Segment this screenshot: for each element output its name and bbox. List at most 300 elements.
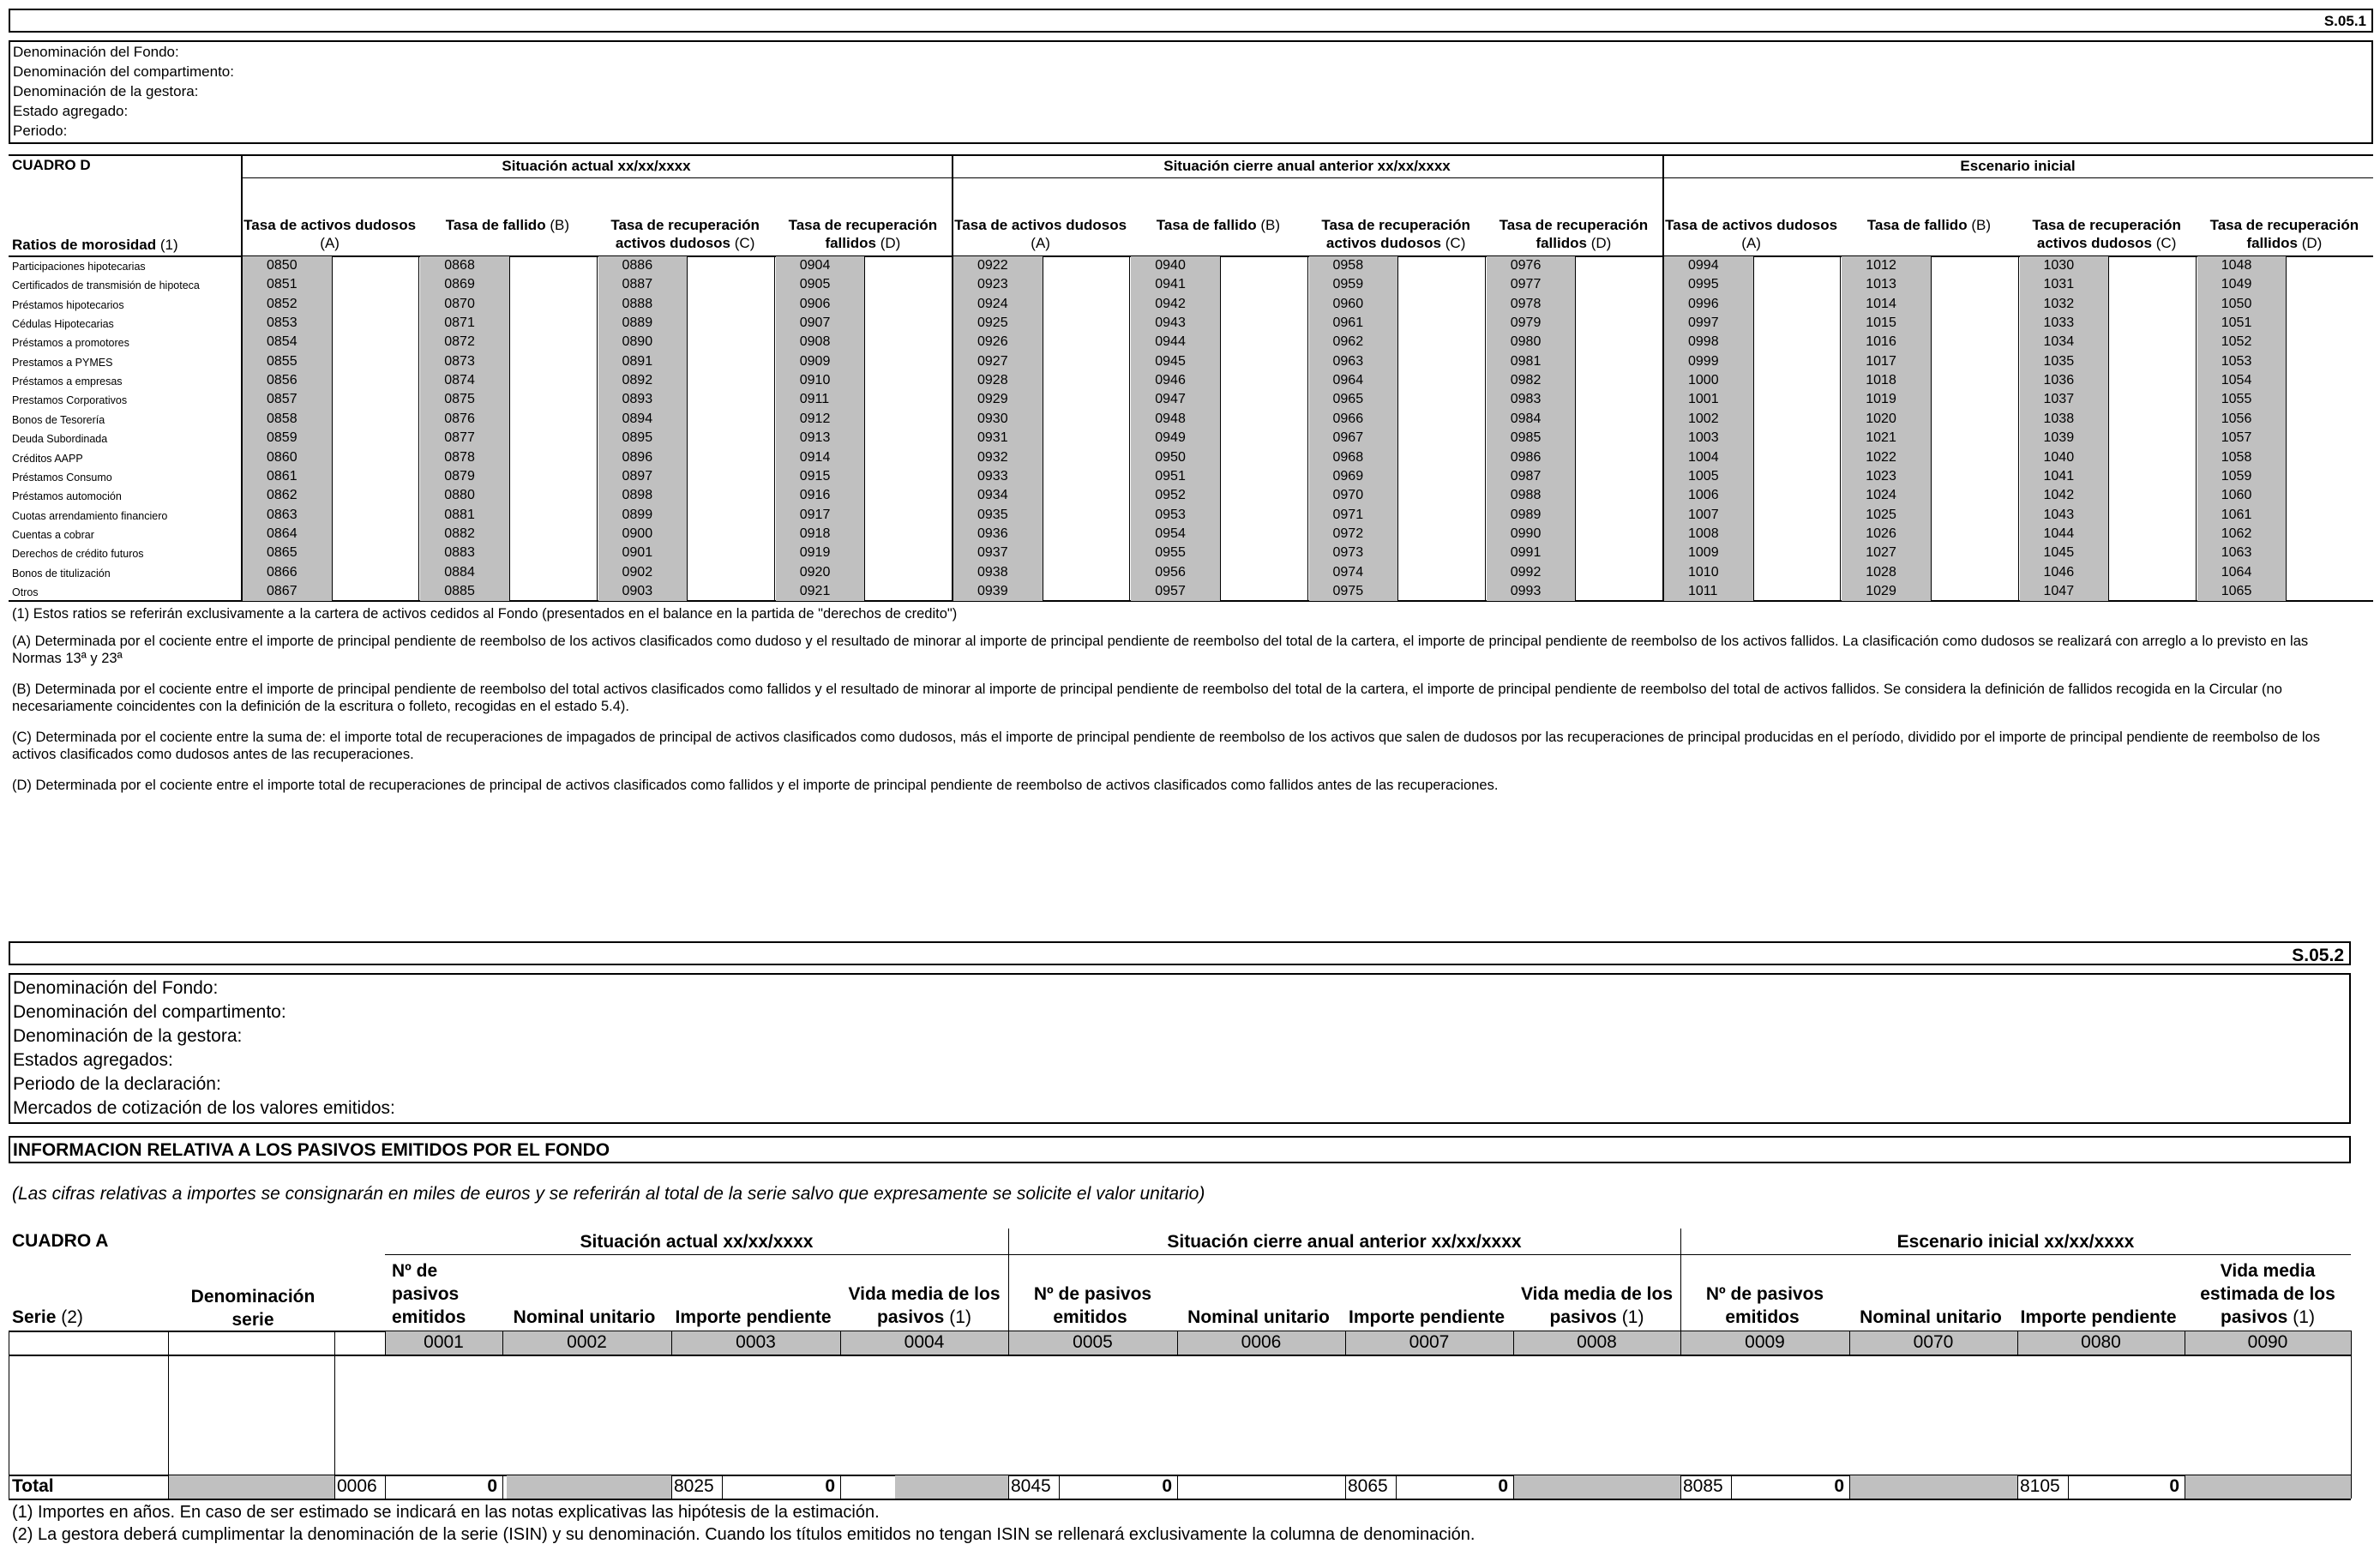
ratio-code: 0936 xyxy=(977,526,1008,541)
ratio-code: 1039 xyxy=(2043,430,2075,446)
total-code: 0006 xyxy=(337,1476,377,1496)
ratio-code: 0985 xyxy=(1510,430,1542,446)
ratio-row-label: Bonos de Tesorería xyxy=(12,413,105,426)
grid-line xyxy=(334,1475,335,1499)
column-header-text: Nº de pasivos emitidos xyxy=(392,1261,466,1327)
column-header-note: (C) xyxy=(2155,235,2177,251)
ratio-code: 1019 xyxy=(1866,392,1896,407)
ratio-code: 0898 xyxy=(622,488,653,503)
liability-code: 0001 xyxy=(424,1332,464,1352)
ratio-code: 0984 xyxy=(1510,411,1542,426)
s051-fund-name-label: Denominación del Fondo: xyxy=(13,44,179,60)
ratio-code: 1010 xyxy=(1688,564,1719,580)
column-header-text: Tasa de fallido xyxy=(1866,217,1968,233)
ratio-row-label: Préstamos hipotecarios xyxy=(12,298,124,311)
column-header-text: Tasa de recuperación fallidos xyxy=(1499,217,1649,251)
ratio-code: 0869 xyxy=(444,277,475,292)
denominacion-header: Denominación serie xyxy=(190,1287,316,1330)
header-text-wrap xyxy=(514,1306,661,1329)
cuadro-a-group-inicial: Escenario inicial xx/xx/xxxx xyxy=(1896,1232,2135,1252)
cuadro-a-group-actual: Situación actual xx/xx/xxxx xyxy=(580,1232,814,1252)
ratio-code: 1047 xyxy=(2043,583,2075,598)
ratio-code: 1038 xyxy=(2043,411,2075,426)
ratio-code: 1037 xyxy=(2043,392,2075,407)
ratio-code: 0922 xyxy=(977,258,1008,273)
ratio-code: 0888 xyxy=(622,296,653,311)
ratio-code: 0933 xyxy=(977,468,1008,484)
grid-line xyxy=(9,1499,2351,1500)
grid-line xyxy=(1345,1475,1346,1499)
ratio-code: 1058 xyxy=(2221,449,2252,465)
liability-code: 0004 xyxy=(904,1332,945,1352)
ratio-code: 0859 xyxy=(267,430,298,446)
ratio-code: 0969 xyxy=(1332,468,1364,484)
ratio-code: 0930 xyxy=(977,411,1008,426)
ratio-code: 0905 xyxy=(799,277,831,292)
ratio-code: 0901 xyxy=(622,545,653,561)
serie-header-note: (2) xyxy=(61,1307,83,1327)
ratio-code: 1003 xyxy=(1688,430,1719,446)
ratio-code: 1044 xyxy=(2043,526,2075,541)
ratio-code: 0891 xyxy=(622,353,653,369)
column-header-text: Tasa de activos dudosos xyxy=(954,217,1127,233)
ratio-code: 0908 xyxy=(799,334,831,350)
ratio-code: 1033 xyxy=(2043,315,2075,331)
ratio-code: 0953 xyxy=(1155,507,1186,522)
total-value: 0 xyxy=(2169,1476,2179,1496)
row-header-text: Ratios de morosidad xyxy=(12,237,157,253)
ratio-code: 0860 xyxy=(267,449,298,465)
ratio-code: 0874 xyxy=(444,373,475,388)
ratio-code: 0852 xyxy=(267,296,298,311)
ratio-code: 0967 xyxy=(1332,430,1364,446)
ratio-code: 1006 xyxy=(1688,488,1719,503)
liability-code: 0007 xyxy=(1409,1332,1450,1352)
grid-line xyxy=(168,1331,169,1499)
column-header-text: Vida media estimada de los pasivos xyxy=(2200,1261,2335,1327)
liability-column-header xyxy=(1345,1260,1513,1329)
total-code: 8045 xyxy=(1011,1476,1051,1496)
column-header-note: (D) xyxy=(1590,235,1612,251)
ratio-code: 1059 xyxy=(2221,468,2252,484)
ratio-code: 0982 xyxy=(1510,373,1542,388)
total-value: 0 xyxy=(1498,1476,1508,1496)
ratio-code: 0948 xyxy=(1155,411,1186,426)
column-header-text: Tasa de recuperación activos dudosos xyxy=(1321,217,1470,251)
ratio-code: 0878 xyxy=(444,449,475,465)
liability-column-header xyxy=(2017,1260,2185,1329)
column-header-note: (C) xyxy=(1445,235,1466,251)
column-header-text: Tasa de fallido xyxy=(1156,217,1257,233)
ratio-code: 0897 xyxy=(622,468,653,484)
column-header-note: (B) xyxy=(550,217,569,233)
header-text-wrap xyxy=(1860,1306,2007,1329)
ratio-code: 1034 xyxy=(2043,334,2075,350)
ratio-code: 0895 xyxy=(622,430,653,446)
ratio-code: 0858 xyxy=(267,411,298,426)
ratio-code: 0947 xyxy=(1155,392,1186,407)
ratio-code: 1011 xyxy=(1688,583,1718,598)
ratio-code: 0991 xyxy=(1510,545,1542,561)
ratio-code: 1031 xyxy=(2043,277,2075,292)
ratio-code: 1065 xyxy=(2221,583,2252,598)
ratio-code: 0855 xyxy=(267,353,298,369)
serie-header-text: Serie xyxy=(12,1307,57,1327)
ratio-code: 0854 xyxy=(267,334,298,350)
ratio-code: 1040 xyxy=(2043,449,2075,465)
header-text-wrap xyxy=(1513,1283,1680,1329)
column-header-note: (A) xyxy=(320,235,340,251)
ratio-code: 1017 xyxy=(1866,353,1896,369)
s052-code: S.05.2 xyxy=(2292,946,2344,965)
ratio-code: 0907 xyxy=(799,315,831,331)
liability-code: 0005 xyxy=(1073,1332,1113,1352)
grid-line xyxy=(2017,1475,2018,1499)
ratio-code: 0981 xyxy=(1510,353,1542,369)
column-header-text: Tasa de recuperación activos dudosos xyxy=(610,217,760,251)
s051-aggregate-label: Estado agregado: xyxy=(13,103,129,119)
total-value: 0 xyxy=(1834,1476,1844,1496)
grid-line xyxy=(385,1331,386,1355)
grid-line xyxy=(2017,1331,2018,1355)
ratio-code: 0904 xyxy=(799,258,831,273)
ratio-code: 1018 xyxy=(1866,373,1896,388)
grid-line xyxy=(671,1331,672,1355)
ratio-code: 0861 xyxy=(267,468,298,484)
liability-column-header xyxy=(1177,1260,1345,1329)
ratio-code: 1060 xyxy=(2221,488,2252,503)
column-header-text: Nominal unitario xyxy=(1860,1307,2002,1327)
ratio-code: 0999 xyxy=(1688,353,1719,369)
ratio-code: 1001 xyxy=(1688,392,1719,407)
ratio-code: 1051 xyxy=(2221,315,2252,331)
ratio-code: 1049 xyxy=(2221,277,2252,292)
ratio-code: 1036 xyxy=(2043,373,2075,388)
ratio-code: 0950 xyxy=(1155,449,1186,465)
ratio-code: 0938 xyxy=(977,564,1008,580)
ratio-code: 0885 xyxy=(444,583,475,598)
ratio-code: 1013 xyxy=(1866,277,1896,292)
ratio-code: 1000 xyxy=(1688,373,1719,388)
ratio-code: 0973 xyxy=(1332,545,1364,561)
ratio-code: 0876 xyxy=(444,411,475,426)
ratio-code: 0945 xyxy=(1155,353,1186,369)
ratio-code: 0900 xyxy=(622,526,653,541)
column-header-text: Tasa de fallido xyxy=(445,217,546,233)
ratio-code: 0952 xyxy=(1155,488,1186,503)
liability-column-header xyxy=(385,1260,509,1329)
ratio-code: 0986 xyxy=(1510,449,1542,465)
header-text-wrap xyxy=(840,1283,1008,1329)
liability-column-header xyxy=(1680,1260,1849,1329)
column-header-text: Nominal unitario xyxy=(1187,1307,1330,1327)
total-code: 8085 xyxy=(1683,1476,1723,1496)
ratio-code: 1045 xyxy=(2043,545,2075,561)
ratio-row-label: Deuda Subordinada xyxy=(12,433,108,446)
ratio-code: 0923 xyxy=(977,277,1008,292)
ratio-code: 0865 xyxy=(267,545,298,561)
ratio-row-label: Créditos AAPP xyxy=(12,452,83,465)
ratio-code: 0910 xyxy=(799,373,831,388)
liability-column-header xyxy=(1008,1260,1177,1329)
cuadro-d-note-b: (B) Determinada por el cociente entre el importe de principal pendiente de reembolso del total activos clasificados como fallidos y el resultado de minorar al importe de principal pendiente de reembolso del total de la cartera, el importe de principal pendiente de reembolso del total de activos fallidos. Se considera la definición de fallidos recogida en la Circular (no necesariamente coincidentes con la definición de la escritura o folleto, recogidas en el estado 5.4). xyxy=(12,682,2282,714)
ratio-code: 0974 xyxy=(1332,564,1364,580)
column-header-text: Importe pendiente xyxy=(2020,1307,2177,1327)
s052-aggregate-label: Estados agregados: xyxy=(13,1050,173,1070)
ratio-code: 0915 xyxy=(799,468,831,484)
ratio-code: 1021 xyxy=(1866,430,1896,446)
cuadro-d-group-inicial: Escenario inicial xyxy=(1960,158,2076,174)
s052-subtitle: (Las cifras relativas a importes se consignarán en miles de euros y se referirán al total de la serie salvo que expresamente se solicite el valor unitario) xyxy=(12,1184,1205,1204)
ratio-code: 1041 xyxy=(2043,468,2075,484)
ratio-code: 0968 xyxy=(1332,449,1364,465)
s051-manager-label: Denominación de la gestora: xyxy=(13,83,199,99)
grid-line xyxy=(1849,1331,1850,1355)
ratio-code: 0994 xyxy=(1688,258,1719,273)
ratio-code: 0889 xyxy=(622,315,653,331)
ratio-code: 0944 xyxy=(1155,334,1186,350)
cuadro-a-title: CUADRO A xyxy=(12,1231,109,1251)
ratio-row-label: Participaciones hipotecarias xyxy=(12,261,146,273)
ratio-row-label: Préstamos automoción xyxy=(12,490,122,503)
ratio-code: 0928 xyxy=(977,373,1008,388)
ratio-code: 1029 xyxy=(1866,583,1896,598)
grid-line xyxy=(1008,1331,1009,1355)
header-text-wrap xyxy=(2185,1259,2351,1329)
cuadro-d-group-actual: Situación actual xx/xx/xxxx xyxy=(502,158,691,174)
ratio-code: 0989 xyxy=(1510,507,1542,522)
ratio-code: 0943 xyxy=(1155,315,1186,331)
liability-code: 0008 xyxy=(1577,1332,1617,1352)
ratio-code: 1062 xyxy=(2221,526,2252,541)
grid-line xyxy=(2351,1331,2352,1499)
ratio-code: 1064 xyxy=(2221,564,2252,580)
ratio-code: 0881 xyxy=(444,507,475,522)
ratio-code: 0912 xyxy=(799,411,831,426)
header-text-wrap xyxy=(675,1306,836,1329)
ratio-code: 0998 xyxy=(1688,334,1719,350)
ratio-code: 0892 xyxy=(622,373,653,388)
ratio-code: 0965 xyxy=(1332,392,1364,407)
column-header-text: Vida media de los pasivos xyxy=(848,1284,1001,1327)
ratio-code: 1042 xyxy=(2043,488,2075,503)
total-gray-cell xyxy=(169,1475,334,1499)
ratio-code: 0931 xyxy=(977,430,1008,446)
serie-header xyxy=(12,1307,83,1328)
ratio-code: 0916 xyxy=(799,488,831,503)
ratio-code: 0935 xyxy=(977,507,1008,522)
cuadro-d-note-c: (C) Determinada por el cociente entre la suma de: el importe total de recuperaciones de impagados de principal de activos clasificados como dudosos, más el importe de principal pendiente de reembolso de los activos que salen de dudosos por las recuperaciones de principal producidas en el período, dividido por el importe de principal pendiente de reembolso de los activos clasificados como dudosos antes de las recuperaciones. xyxy=(12,730,2320,762)
liability-column-header xyxy=(2185,1260,2351,1329)
ratio-code: 1043 xyxy=(2043,507,2075,522)
ratio-code: 0961 xyxy=(1332,315,1364,331)
grid-line xyxy=(1177,1475,1178,1499)
column-header-text: Nº de pasivos emitidos xyxy=(1705,1284,1824,1327)
ratio-code: 0977 xyxy=(1510,277,1542,292)
ratio-code: 0890 xyxy=(622,334,653,350)
ratio-code: 0942 xyxy=(1155,296,1186,311)
cuadro-d-title: CUADRO D xyxy=(12,157,91,173)
ratio-code: 1007 xyxy=(1688,507,1719,522)
ratio-code: 0987 xyxy=(1510,468,1542,484)
total-label: Total xyxy=(12,1476,54,1496)
ratio-code: 0966 xyxy=(1332,411,1364,426)
ratio-code: 0851 xyxy=(267,277,298,292)
liability-column-header xyxy=(1849,1260,2017,1329)
grid-line xyxy=(1345,1331,1346,1355)
ratio-code: 0949 xyxy=(1155,430,1186,446)
total-gray-cell xyxy=(507,1475,671,1499)
ratio-code: 0988 xyxy=(1510,488,1542,503)
s051-period-label: Periodo: xyxy=(13,123,68,139)
total-gray-cell xyxy=(1513,1475,1680,1499)
ratio-code: 0959 xyxy=(1332,277,1364,292)
ratio-code: 0906 xyxy=(799,296,831,311)
total-gray-cell xyxy=(2185,1475,2351,1499)
ratio-code: 1061 xyxy=(2221,507,2252,522)
liability-column-header xyxy=(502,1260,671,1329)
ratio-code: 1008 xyxy=(1688,526,1719,541)
ratio-code: 0957 xyxy=(1155,583,1186,598)
column-header-note: (1) xyxy=(2293,1307,2315,1327)
ratio-code: 0902 xyxy=(622,564,653,580)
ratio-row-label: Cuentas a cobrar xyxy=(12,528,94,541)
ratio-code: 0872 xyxy=(444,334,475,350)
ratio-code: 1046 xyxy=(2043,564,2075,580)
s052-fund-name-label: Denominación del Fondo: xyxy=(13,978,219,998)
ratio-code: 0879 xyxy=(444,468,475,484)
grid-line xyxy=(502,1331,503,1355)
ratio-code: 0917 xyxy=(799,507,831,522)
total-value: 0 xyxy=(1162,1476,1172,1496)
s052-period-label: Periodo de la declaración: xyxy=(13,1074,221,1094)
liability-column-header xyxy=(840,1260,1008,1329)
liability-code: 0009 xyxy=(1745,1332,1785,1352)
ratio-code: 1026 xyxy=(1866,526,1896,541)
ratio-code: 0997 xyxy=(1688,315,1719,331)
ratio-code: 0911 xyxy=(799,392,830,407)
ratio-code: 0996 xyxy=(1688,296,1719,311)
header-text-wrap xyxy=(1187,1306,1335,1329)
grid-line xyxy=(334,1331,335,1499)
ratio-code: 0863 xyxy=(267,507,298,522)
column-header-note: (1) xyxy=(949,1307,971,1327)
grid-line xyxy=(840,1331,841,1355)
ratio-code: 0909 xyxy=(799,353,831,369)
ratio-code: 0867 xyxy=(267,583,298,598)
ratio-code: 0853 xyxy=(267,315,298,331)
total-value: 0 xyxy=(487,1476,497,1496)
ratio-code: 0979 xyxy=(1510,315,1542,331)
ratio-code: 0920 xyxy=(799,564,831,580)
ratio-code: 0868 xyxy=(444,258,475,273)
ratio-code: 0963 xyxy=(1332,353,1364,369)
s052-markets-label: Mercados de cotización de los valores emitidos: xyxy=(13,1098,395,1118)
ratio-code: 0864 xyxy=(267,526,298,541)
ratio-code: 0970 xyxy=(1332,488,1364,503)
column-header-note: (A) xyxy=(1741,235,1761,251)
ratio-code: 1012 xyxy=(1866,258,1896,273)
liability-code: 0080 xyxy=(2081,1332,2121,1352)
ratio-code: 0946 xyxy=(1155,373,1186,388)
ratio-row-label: Otros xyxy=(12,586,39,598)
ratio-code: 1016 xyxy=(1866,334,1896,350)
column-header-note: (C) xyxy=(734,235,755,251)
ratio-row-label: Préstamos a promotores xyxy=(12,337,129,350)
ratio-code: 0975 xyxy=(1332,583,1364,598)
ratio-code: 0880 xyxy=(444,488,475,503)
ratio-code: 0960 xyxy=(1332,296,1364,311)
ratio-code: 0932 xyxy=(977,449,1008,465)
cuadro-a-note-2: (2) La gestora deberá cumplimentar la denominación de la serie (ISIN) y su denominación. Cuando los títulos emitidos no tengan ISIN se rellenará exclusivamente la columna de denominación. xyxy=(12,1525,1475,1544)
cuadro-a-group-cierre: Situación cierre anual anterior xx/xx/xxxx xyxy=(1167,1232,1522,1252)
ratio-code: 0934 xyxy=(977,488,1008,503)
ratio-code: 0978 xyxy=(1510,296,1542,311)
ratio-code: 1063 xyxy=(2221,545,2252,561)
ratio-code: 1002 xyxy=(1688,411,1719,426)
column-header-note: (B) xyxy=(1971,217,1991,233)
row-header-note: (1) xyxy=(159,237,178,253)
total-gray-cell xyxy=(895,1475,1008,1499)
ratio-code: 1014 xyxy=(1866,296,1896,311)
total-code: 8025 xyxy=(674,1476,714,1496)
column-header-note: (A) xyxy=(1031,235,1050,251)
ratio-code: 0958 xyxy=(1332,258,1364,273)
liability-code: 0090 xyxy=(2247,1332,2288,1352)
grid-line xyxy=(1177,1331,1178,1355)
header-text-wrap xyxy=(1008,1283,1177,1329)
ratio-row-label: Cuotas arrendamiento financiero xyxy=(12,509,168,522)
grid-line xyxy=(671,1475,672,1499)
cuadro-d-note-1: (1) Estos ratios se referirán exclusivamente a la cartera de activos cedidos al Fondo (presentados en el balance en la partida de "derechos de credito") xyxy=(12,606,958,622)
liability-code: 0070 xyxy=(1913,1332,1954,1352)
ratio-row-label: Préstamos a empresas xyxy=(12,375,123,388)
header-text-wrap xyxy=(1349,1306,1510,1329)
ratio-code: 0884 xyxy=(444,564,475,580)
ratio-code: 0980 xyxy=(1510,334,1542,350)
ratio-code: 0962 xyxy=(1332,334,1364,350)
total-gray-cell xyxy=(1849,1475,2017,1499)
s051-compartment-label: Denominación del compartimento: xyxy=(13,63,234,80)
ratio-code: 0896 xyxy=(622,449,653,465)
ratio-code: 1015 xyxy=(1866,315,1896,331)
ratio-code: 0992 xyxy=(1510,564,1542,580)
column-header-text: Tasa de recuperación activos dudosos xyxy=(2032,217,2181,251)
ratio-code: 0951 xyxy=(1155,468,1186,484)
total-code: 8105 xyxy=(2020,1476,2060,1496)
ratio-code: 0899 xyxy=(622,507,653,522)
cuadro-a-note-1: (1) Importes en años. En caso de ser estimado se indicará en las notas explicativas las hipótesis de la estimación. xyxy=(12,1503,880,1522)
ratio-code: 0972 xyxy=(1332,526,1364,541)
cuadro-d-group-cierre: Situación cierre anual anterior xx/xx/xxxx xyxy=(1163,158,1451,174)
ratio-code: 0886 xyxy=(622,258,653,273)
ratio-code: 0995 xyxy=(1688,277,1719,292)
ratio-code: 0850 xyxy=(267,258,298,273)
header-text-wrap xyxy=(1680,1283,1849,1329)
ratio-code: 0866 xyxy=(267,564,298,580)
ratio-code: 1027 xyxy=(1866,545,1896,561)
ratio-code: 1009 xyxy=(1688,545,1719,561)
cuadro-d-note-a: (A) Determinada por el cociente entre el importe de principal pendiente de reembolso de los activos clasificados como dudoso y el resultado de minorar al importe de principal pendiente de reembolso del total de la cartera, el importe de principal pendiente de reembolso de los activos fallidos. La clasificación como dudosos se realizará con arreglo a lo previsto en las Normas 13ª y 23ª xyxy=(12,634,2309,666)
ratio-code: 0871 xyxy=(444,315,475,331)
ratio-code: 0940 xyxy=(1155,258,1186,273)
column-header-text: Tasa de recuperación fallidos xyxy=(2209,217,2359,251)
ratio-code: 0882 xyxy=(444,526,475,541)
header-text-wrap xyxy=(392,1259,509,1329)
grid-line xyxy=(1513,1475,1514,1499)
ratio-code: 1053 xyxy=(2221,353,2252,369)
ratio-code: 1057 xyxy=(2221,430,2252,446)
